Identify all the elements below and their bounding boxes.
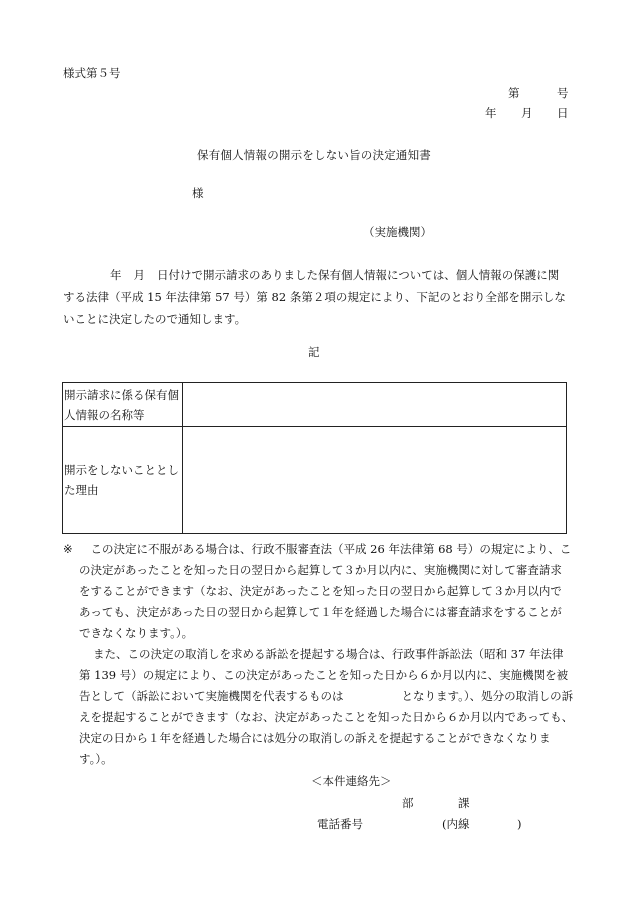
date-month: 月 (521, 106, 533, 120)
row1-value[interactable] (183, 383, 567, 427)
date-year: 年 (485, 106, 497, 120)
date-day: 日 (557, 106, 569, 120)
form-number: 様式第５号 (63, 66, 121, 80)
contact-extension-close: ) (517, 817, 522, 831)
notes-line-8a: 告として（訴訟において実施機関を代表するものは (79, 689, 344, 703)
body-line-1 (63, 264, 573, 286)
contact-dept: 部 (402, 796, 414, 810)
body-line-1-text: 日付けで開示請求のありました保有個人情報については、個人情報の保護に関 (157, 268, 560, 282)
info-table (62, 382, 567, 534)
row1-label-line1: 開示請求に係る保有個 (64, 387, 179, 402)
notes-line-3: をすることができます（なお、決定があったことを知った日の翌日から起算して３か月以内で (79, 584, 562, 598)
row2-label (63, 427, 183, 534)
body-line-3: いことに決定したので通知します。 (63, 312, 247, 326)
contact-phone-label: 電話番号 (317, 817, 363, 831)
body-paragraph (63, 264, 573, 330)
notes-line-9: えを提起することができます（なお、決定があったことを知った日から６か月以内であっても、 (79, 710, 574, 724)
row2-label-line1: 開示をしないこととし (64, 463, 179, 477)
document-title: 保有個人情報の開示をしない旨の決定通知書 (197, 148, 431, 162)
row1-label-line2: 人情報の名称等 (64, 407, 145, 422)
body-month: 月 (133, 268, 145, 282)
agency-name: （実施機関） (363, 225, 432, 239)
notes-line-1-text: この決定に不服がある場合は、行政不服審査法（平成 26 年法律第 68 号）の規定により、こ (90, 542, 572, 556)
notes-line-2: の決定があったことを知った日の翌日から起算して３か月以内に、実施機関に対して審査請求 (79, 563, 562, 577)
notes-line-11: す。）。 (79, 752, 113, 766)
notes-line-5: できなくなります。）。 (79, 626, 194, 640)
notes-line-1 (63, 539, 578, 560)
row1-label (63, 383, 183, 427)
row2-label-line2: た理由 (64, 483, 99, 497)
contact-extension-open: (内線 (442, 817, 470, 831)
notes-line-7: 第 139 号）の規定により、この決定があったことを知った日から６か月以内に、実施機関を被 (79, 668, 569, 682)
row2-value[interactable] (183, 427, 567, 534)
ki-heading: 記 (308, 345, 320, 359)
body-year: 年 (110, 268, 122, 282)
table-row (63, 427, 567, 534)
body-line-2: する法律（平成 15 年法律第 57 号）第 82 条第２項の規定により、下記のとおり全部を開示しな (63, 290, 566, 304)
doc-number-suffix: 号 (557, 86, 569, 100)
notes-line-4: あっても、決定があった日の翌日から起算して１年を経過した場合には審査請求をすることが (79, 605, 562, 619)
notes-line-10: 決定の日から１年を経過した場合には処分の取消しの訴えを提起することができなくなりま (79, 731, 551, 745)
notes-line-8 (63, 686, 578, 707)
recipient-suffix: 様 (192, 186, 204, 200)
appeal-notes (63, 539, 578, 770)
table-row (63, 383, 567, 427)
notes-line-8b: となります。）、処分の取消しの訴 (401, 689, 574, 703)
contact-section: 課 (458, 796, 470, 810)
contact-heading: ＜本件連絡先＞ (311, 774, 392, 788)
notes-line-6: また、この決定の取消しを求める訴訟を提起する場合は、行政事件訴訟法（昭和 37 年法律 (93, 647, 564, 661)
note-mark: ※ (63, 542, 73, 556)
doc-number-prefix: 第 (508, 86, 520, 100)
